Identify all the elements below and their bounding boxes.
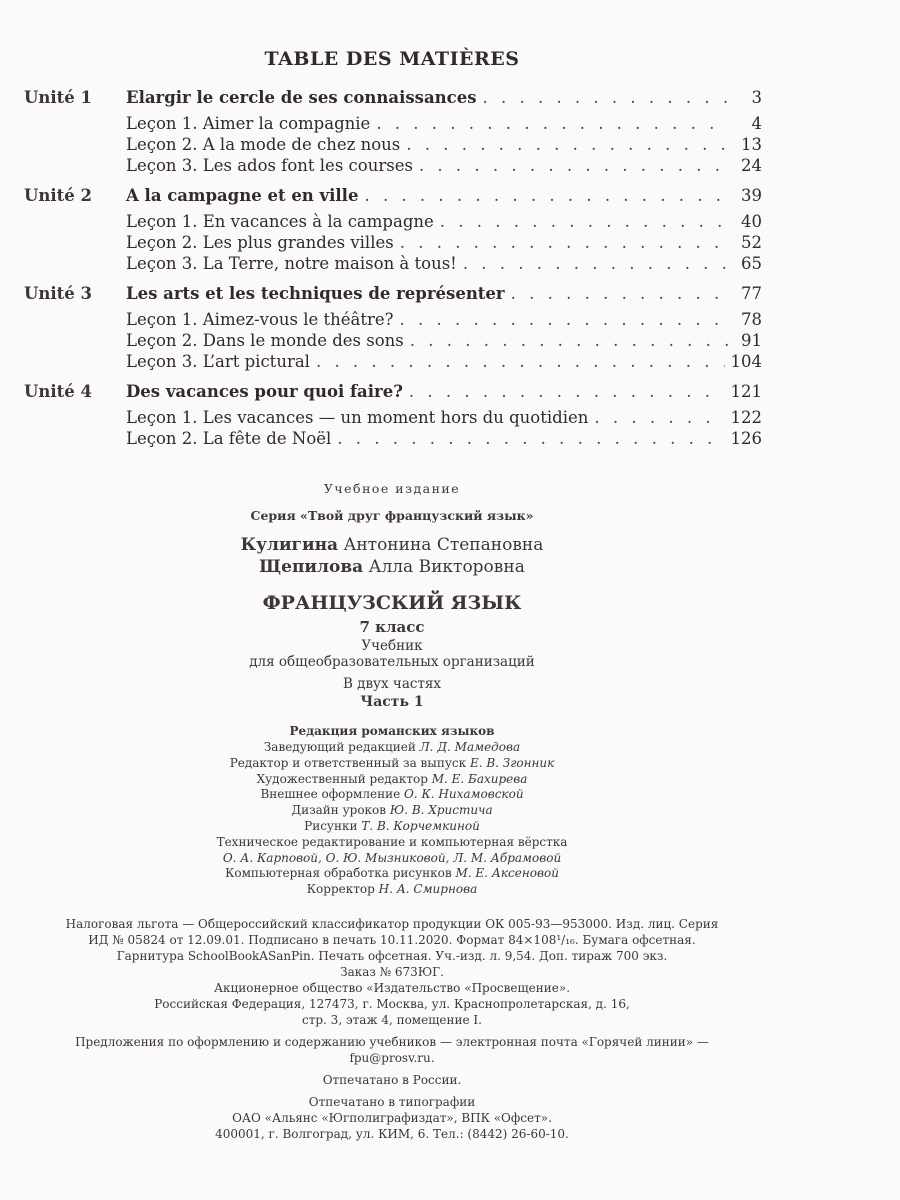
dot-leader bbox=[406, 135, 728, 154]
dot-leader bbox=[409, 382, 725, 401]
dot-leader bbox=[594, 408, 724, 427]
dot-leader bbox=[364, 186, 728, 205]
toc-unit-row[interactable] bbox=[24, 382, 762, 408]
page-number: 122 bbox=[730, 408, 762, 427]
staff-name: Е. В. Згонник bbox=[469, 755, 555, 770]
staff-role: Рисунки bbox=[304, 818, 358, 833]
staff-line bbox=[0, 851, 784, 867]
staff-name: М. Е. Аксеновой bbox=[455, 866, 559, 881]
lesson-title: Leçon 2. La fête de Noël bbox=[126, 429, 332, 448]
page-number: 52 bbox=[741, 233, 762, 252]
imprint-block bbox=[0, 480, 784, 1142]
page-number: 78 bbox=[741, 310, 762, 329]
lesson-title: Leçon 1. Les vacances — un moment hors du quotidien bbox=[126, 408, 589, 427]
toc-unit-row[interactable] bbox=[24, 88, 762, 114]
author-line bbox=[0, 534, 784, 556]
author-surname: Щепилова bbox=[259, 557, 364, 577]
toc-lesson-row[interactable] bbox=[24, 310, 762, 331]
page-number: 77 bbox=[741, 284, 762, 303]
author-surname: Кулигина bbox=[240, 535, 339, 555]
page-number: 104 bbox=[730, 352, 762, 371]
legal-line: стр. 3, этаж 4, помещение I. bbox=[302, 1012, 482, 1027]
page-number: 91 bbox=[741, 331, 762, 350]
lesson-title: Leçon 1. Aimer la compagnie bbox=[126, 114, 371, 133]
toc-unit-row[interactable] bbox=[24, 186, 762, 212]
legal-line: Акционерное общество «Издательство «Просвещение». bbox=[213, 980, 571, 995]
toc-lesson-row[interactable] bbox=[24, 156, 762, 177]
dot-leader bbox=[400, 310, 729, 329]
toc-lesson-row[interactable] bbox=[24, 429, 762, 450]
unit-label: Unité 1 bbox=[24, 88, 92, 107]
staff-role: Техническое редактирование и компьютерная вёрстка bbox=[216, 834, 568, 849]
lesson-title: Leçon 2. A la mode de chez nous bbox=[126, 135, 401, 154]
redaction-title: Редакция романских языков bbox=[289, 724, 495, 738]
legal-line: Заказ № 673ЮГ. bbox=[340, 964, 444, 979]
staff-line bbox=[0, 882, 784, 898]
grade-label: 7 класс bbox=[359, 618, 425, 636]
book-audience: для общеобразовательных организаций bbox=[249, 654, 535, 670]
toc-lesson-row[interactable] bbox=[24, 212, 762, 233]
toc-lesson-row[interactable] bbox=[24, 331, 762, 352]
lesson-title: Leçon 2. Les plus grandes villes bbox=[126, 233, 394, 252]
toc-title: TABLE DES MATIÈRES bbox=[264, 48, 520, 70]
page-number: 3 bbox=[751, 88, 762, 107]
table-of-contents bbox=[24, 88, 762, 459]
book-type: Учебник bbox=[361, 638, 423, 654]
dot-leader bbox=[337, 429, 724, 448]
staff-role: Художественный редактор bbox=[256, 771, 428, 786]
dot-leader bbox=[316, 352, 725, 371]
dot-leader bbox=[400, 233, 728, 252]
dot-leader bbox=[482, 88, 728, 107]
staff-role: Внешнее оформление bbox=[260, 787, 401, 802]
edition-type: Учебное издание bbox=[323, 481, 461, 496]
toc-lesson-row[interactable] bbox=[24, 254, 762, 275]
unit-title: Elargir le cercle de ses connaissances bbox=[126, 88, 477, 107]
legal-line: Гарнитура SchoolBookASanPin. Печать офсетная. Уч.-изд. л. 9,54. Доп. тираж 700 экз. bbox=[116, 948, 668, 963]
staff-name: О. А. Карповой, О. Ю. Мызниковой, Л. М. Абрамовой bbox=[222, 850, 562, 865]
page-number: 39 bbox=[741, 186, 762, 205]
printer-line: 400001, г. Волгоград, ул. КИМ, 6. Тел.: (8442) 26-60-10. bbox=[215, 1126, 569, 1141]
toc-unit bbox=[24, 284, 762, 373]
book-title: ФРАНЦУЗСКИЙ ЯЗЫК bbox=[262, 592, 522, 614]
feedback-email: fpu@prosv.ru. bbox=[349, 1050, 435, 1065]
lesson-title: Leçon 1. En vacances à la campagne bbox=[126, 212, 434, 231]
toc-unit bbox=[24, 186, 762, 275]
unit-title: A la campagne et en ville bbox=[126, 186, 359, 205]
feedback-line: Предложения по оформлению и содержанию учебников — электронная почта «Горячей линии» — bbox=[75, 1034, 709, 1049]
staff-name: Л. Д. Мамедова bbox=[419, 740, 521, 754]
page-number: 13 bbox=[741, 135, 762, 154]
series-title: Серия «Твой друг французский язык» bbox=[250, 508, 534, 523]
printer-line: Отпечатано в типографии bbox=[308, 1094, 476, 1109]
dot-leader bbox=[463, 254, 728, 273]
part-label: Часть 1 bbox=[360, 694, 424, 710]
staff-role: Дизайн уроков bbox=[291, 803, 387, 818]
staff-name: Т. В. Корчемкиной bbox=[361, 818, 480, 833]
toc-lesson-row[interactable] bbox=[24, 233, 762, 254]
legal-block bbox=[0, 916, 784, 1142]
dot-leader bbox=[440, 212, 728, 231]
printed-in: Отпечатано в России. bbox=[322, 1072, 462, 1087]
parts-note: В двух частях bbox=[342, 676, 442, 692]
toc-lesson-row[interactable] bbox=[24, 114, 762, 135]
page-number: 121 bbox=[730, 382, 762, 401]
page-number: 24 bbox=[741, 156, 762, 175]
legal-line: Российская Федерация, 127473, г. Москва, ул. Краснопролетарская, д. 16, bbox=[154, 996, 630, 1011]
unit-title: Des vacances pour quoi faire? bbox=[126, 382, 403, 401]
staff-name: Ю. В. Христича bbox=[389, 803, 493, 818]
page-number: 65 bbox=[741, 254, 762, 273]
dot-leader bbox=[376, 114, 728, 133]
toc-lesson-row[interactable] bbox=[24, 135, 762, 156]
staff-line bbox=[0, 756, 784, 772]
toc-unit bbox=[24, 382, 762, 450]
author-line bbox=[0, 556, 784, 578]
staff-line bbox=[0, 787, 784, 803]
author-given-name: Алла Викторовна bbox=[368, 557, 525, 577]
staff-name: М. Е. Бахирева bbox=[431, 771, 528, 786]
dot-leader bbox=[419, 156, 728, 175]
printer-line: ОАО «Альянс «Югполиграфиздат», ВПК «Офсет». bbox=[232, 1110, 552, 1125]
staff-role: Корректор bbox=[306, 882, 375, 897]
staff-role: Заведующий редакцией bbox=[263, 740, 416, 754]
legal-line: Налоговая льгота — Общероссийский классификатор продукции ОК 005-93—953000. Изд. лиц. Серия bbox=[65, 916, 719, 931]
staff-name: О. К. Нихамовской bbox=[404, 787, 524, 802]
page-number: 126 bbox=[730, 429, 762, 448]
lesson-title: Leçon 2. Dans le monde des sons bbox=[126, 331, 404, 350]
page-number: 4 bbox=[751, 114, 762, 133]
staff-line bbox=[0, 803, 784, 819]
unit-label: Unité 3 bbox=[24, 284, 92, 303]
dot-leader bbox=[410, 331, 728, 350]
page-number: 40 bbox=[741, 212, 762, 231]
lesson-title: Leçon 1. Aimez-vous le théâtre? bbox=[126, 310, 394, 329]
lesson-title: Leçon 3. L’art pictural bbox=[126, 352, 310, 371]
staff-line bbox=[0, 772, 784, 788]
staff-role: Редактор и ответственный за выпуск bbox=[229, 755, 467, 770]
unit-title: Les arts et les techniques de représenter bbox=[126, 284, 505, 303]
legal-line: ИД № 05824 от 12.09.01. Подписано в печать 10.11.2020. Формат 84×108¹/₁₆. Бумага офсетная. bbox=[88, 932, 696, 947]
lesson-title: Leçon 3. La Terre, notre maison à tous! bbox=[126, 254, 457, 273]
staff-line bbox=[0, 866, 784, 882]
toc-lesson-row[interactable] bbox=[24, 352, 762, 373]
staff-line bbox=[0, 819, 784, 835]
staff-name: Н. А. Смирнова bbox=[378, 882, 478, 897]
author-given-name: Антонина Степановна bbox=[343, 535, 544, 555]
dot-leader bbox=[511, 284, 728, 303]
staff-line bbox=[0, 740, 784, 756]
unit-label: Unité 2 bbox=[24, 186, 92, 205]
toc-unit-row[interactable] bbox=[24, 284, 762, 310]
toc-unit bbox=[24, 88, 762, 177]
staff-role: Компьютерная обработка рисунков bbox=[225, 866, 452, 881]
lesson-title: Leçon 3. Les ados font les courses bbox=[126, 156, 413, 175]
staff-line bbox=[0, 835, 784, 851]
unit-label: Unité 4 bbox=[24, 382, 92, 401]
toc-lesson-row[interactable] bbox=[24, 408, 762, 429]
